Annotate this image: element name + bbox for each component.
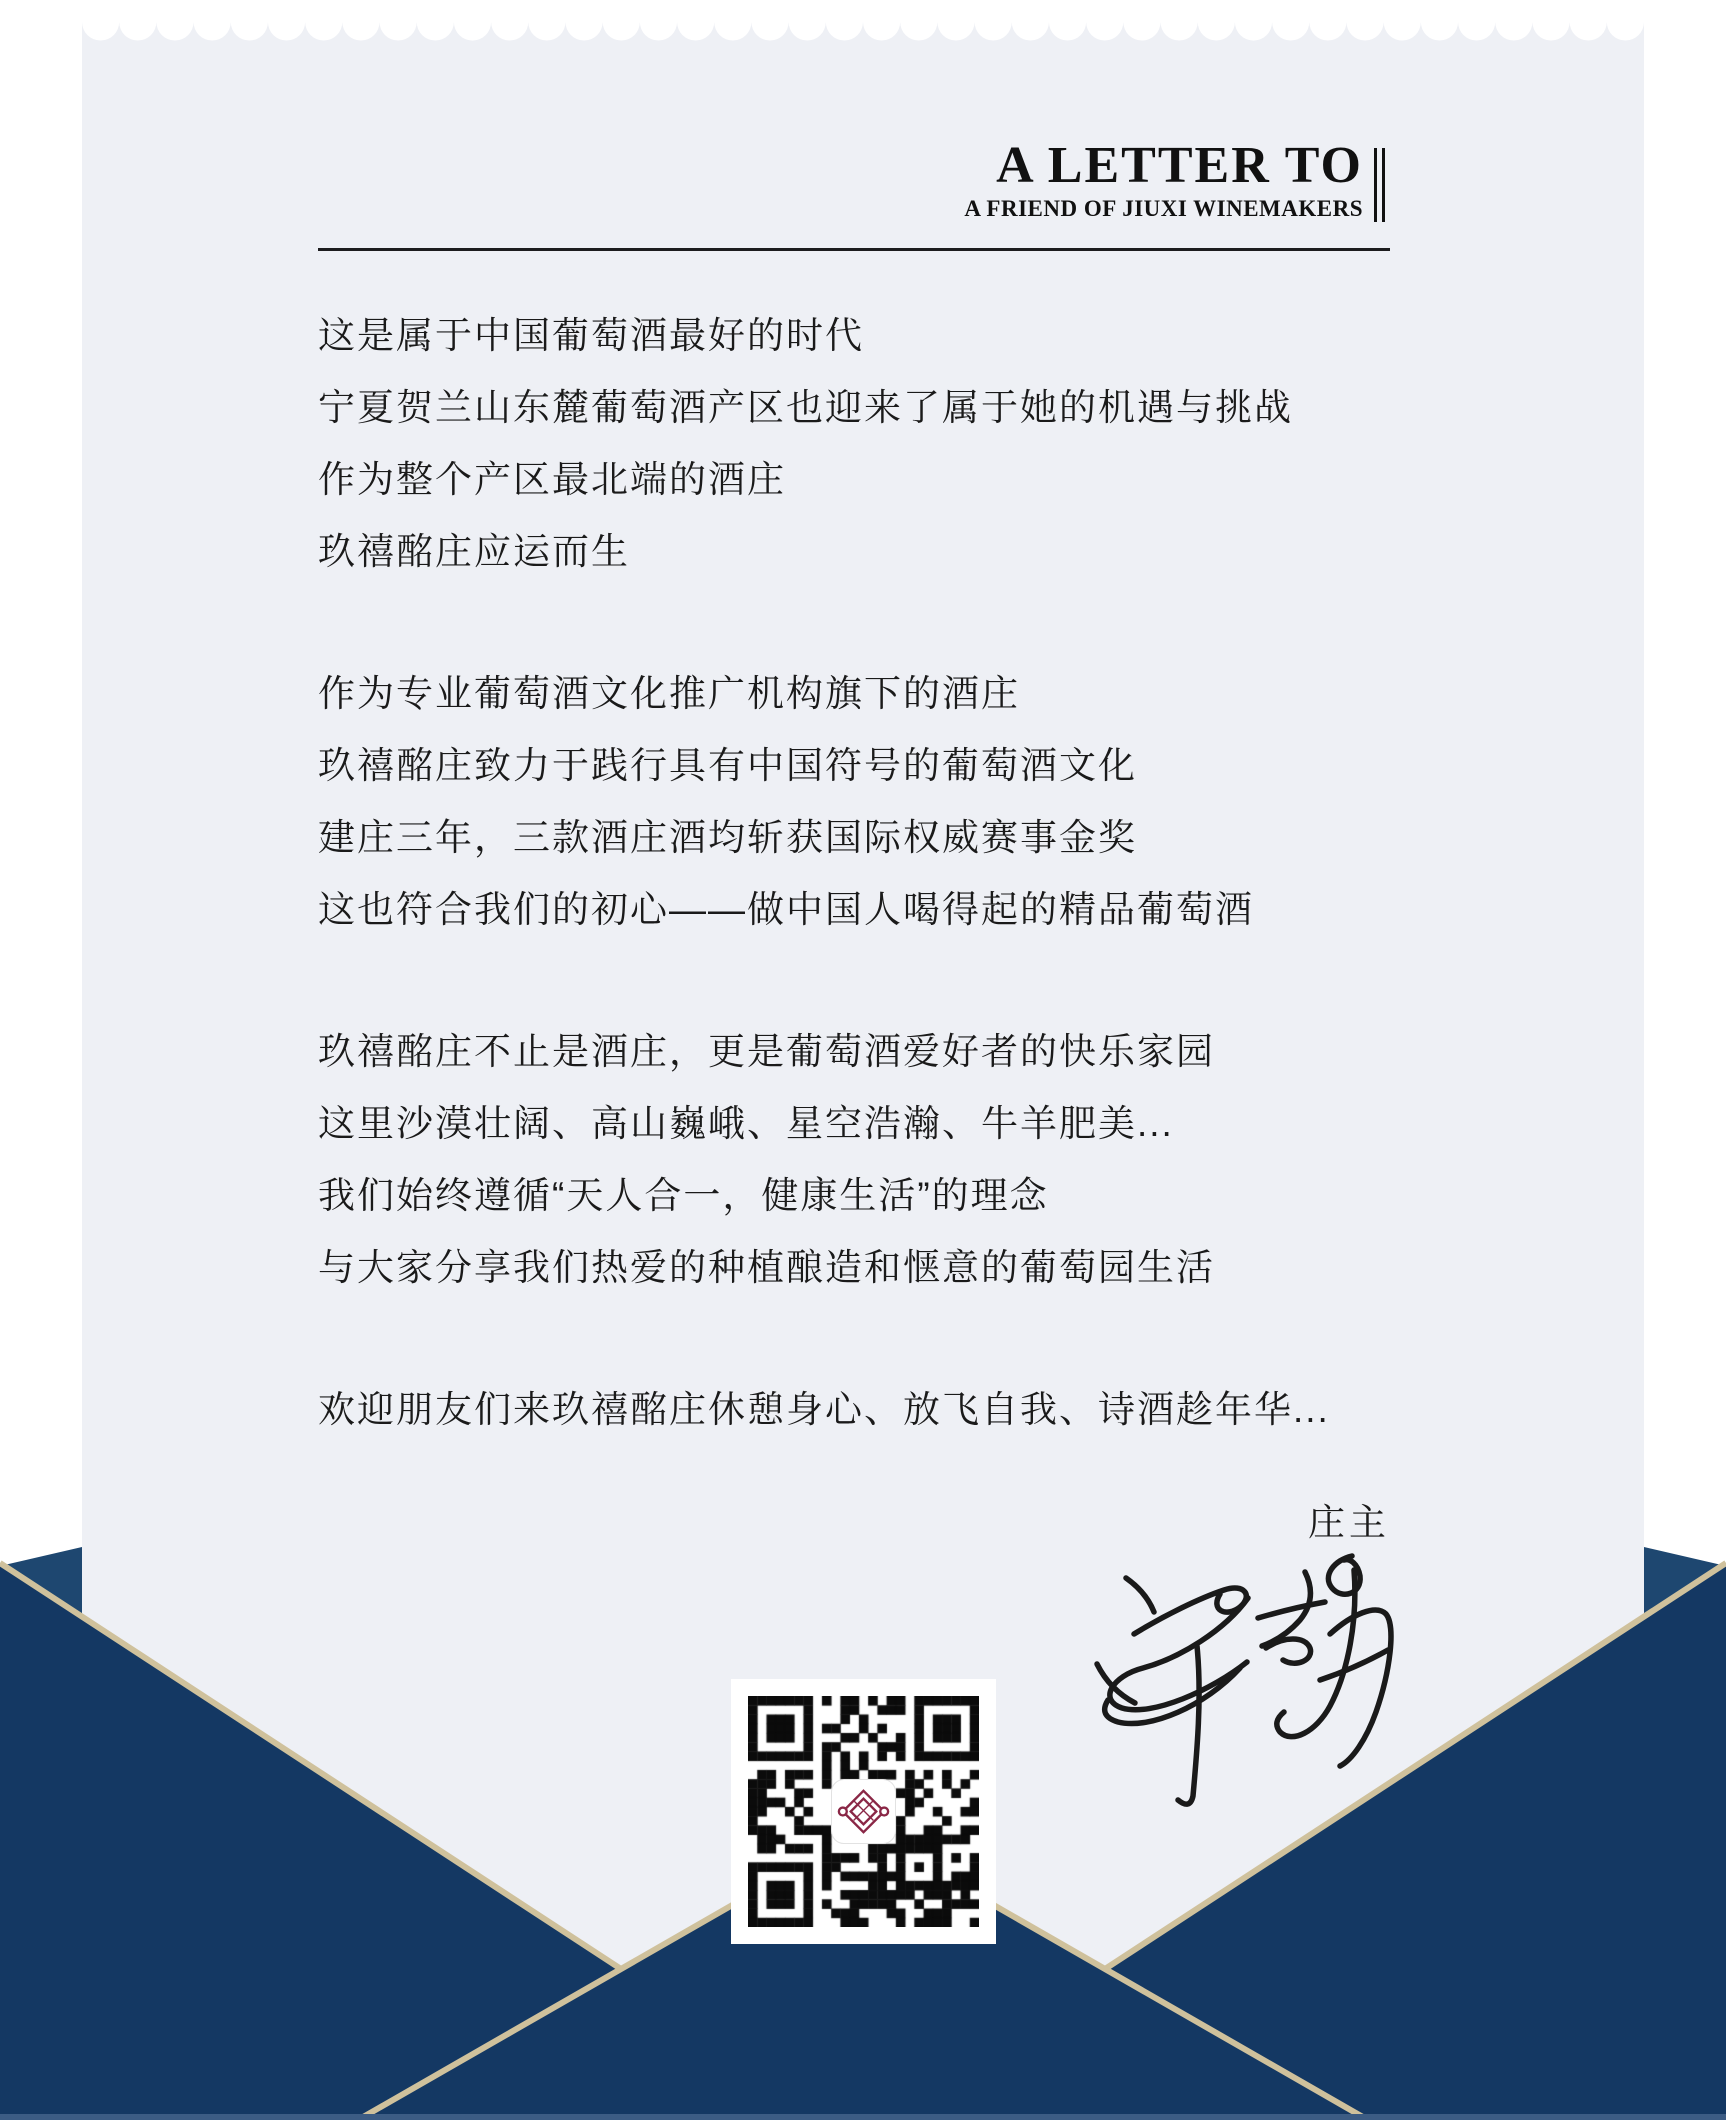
header-subtitle: A FRIEND OF JIUXI WINEMAKERS	[964, 196, 1363, 221]
letter-line: 欢迎朋友们来玖禧酩庄休憩身心、放飞自我、诗酒趁年华...	[318, 1389, 1330, 1430]
letter-line: 这也符合我们的初心——做中国人喝得起的精品葡萄酒	[318, 889, 1254, 930]
letter-line: 玖禧酩庄不止是酒庄，更是葡萄酒爱好者的快乐家园	[318, 1031, 1215, 1072]
qr-center-logo	[831, 1779, 896, 1844]
letter-line: 玖禧酩庄应运而生	[318, 531, 630, 572]
letter-line: 这里沙漠壮阔、高山巍峨、星空浩瀚、牛羊肥美...	[318, 1103, 1174, 1144]
letter-line: 作为整个产区最北端的酒庄	[318, 459, 786, 500]
header-title: A LETTER TO	[996, 137, 1363, 194]
letter-line: 这是属于中国葡萄酒最好的时代	[318, 315, 864, 356]
letter-line: 我们始终遵循“天人合一，健康生活”的理念	[318, 1175, 1049, 1216]
letter-line: 宁夏贺兰山东麓葡萄酒产区也迎来了属于她的机遇与挑战	[318, 387, 1293, 428]
signoff-label: 庄主	[1308, 1502, 1390, 1543]
letter-line: 玖禧酩庄致力于践行具有中国符号的葡萄酒文化	[318, 745, 1137, 786]
qr-code	[731, 1679, 996, 1944]
letter-line: 与大家分享我们热爱的种植酿造和惬意的葡萄园生活	[318, 1247, 1215, 1288]
diamond-logo-icon	[832, 1780, 895, 1843]
letter-line: 作为专业葡萄酒文化推广机构旗下的酒庄	[318, 673, 1020, 714]
letter-line: 建庄三年，三款酒庄酒均斩获国际权威赛事金奖	[318, 817, 1137, 858]
